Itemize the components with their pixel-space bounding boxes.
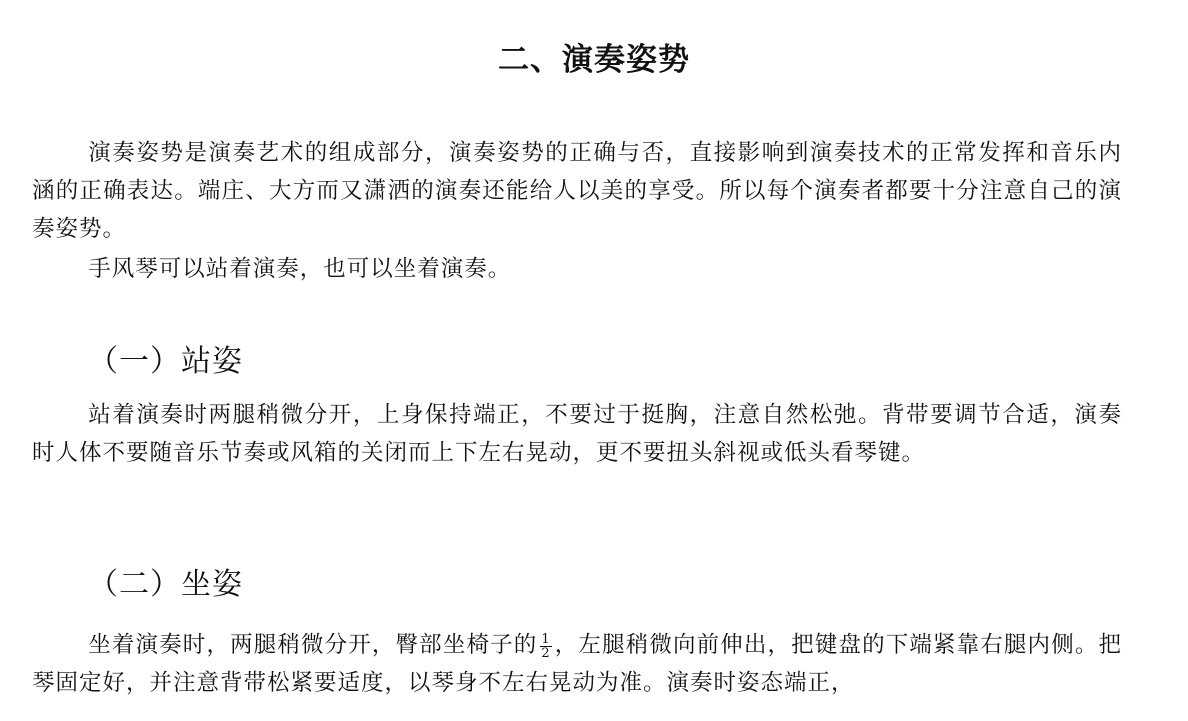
intro-paragraph-1: 演奏姿势是演奏艺术的组成部分，演奏姿势的正确与否，直接影响到演奏技术的正常发挥和音乐内涵的正确表达。端庄、大方而又潇洒的演奏还能给人以美的享受。所以每个演奏者都要十分注意自己的演奏姿势。	[32, 140, 1122, 242]
sitting-text-part-1: 坐着演奏时，两腿稍微分开，臀部坐椅子的	[88, 632, 538, 658]
section-paragraph-standing: 站着演奏时两腿稍微分开，上身保持端正，不要过于挺胸，注意自然松弛。背带要调节合适，演奏时人体不要随音乐节奏或风箱的关闭而上下左右晃动，更不要扭头斜视或低头看琴键。	[32, 402, 1122, 466]
fraction-denominator: 2	[541, 645, 551, 661]
fraction-numerator: 1	[541, 631, 551, 647]
section-heading-sitting: （二）坐姿	[88, 567, 243, 602]
section-heading-standing: （一）站姿	[88, 344, 243, 379]
intro-paragraph-2: 手风琴可以站着演奏，也可以坐着演奏。	[88, 256, 512, 282]
section-paragraph-sitting	[32, 626, 1122, 702]
fraction	[540, 633, 551, 660]
page-title: 二、演奏姿势	[498, 42, 690, 78]
sitting-text-part-2: ，左腿稍微向前伸出，把键盘的下端紧靠右腿内侧。把琴固定好，并注意背带松紧要适度，以琴身不左右晃动为准。演奏时姿态端正，	[32, 632, 1122, 696]
